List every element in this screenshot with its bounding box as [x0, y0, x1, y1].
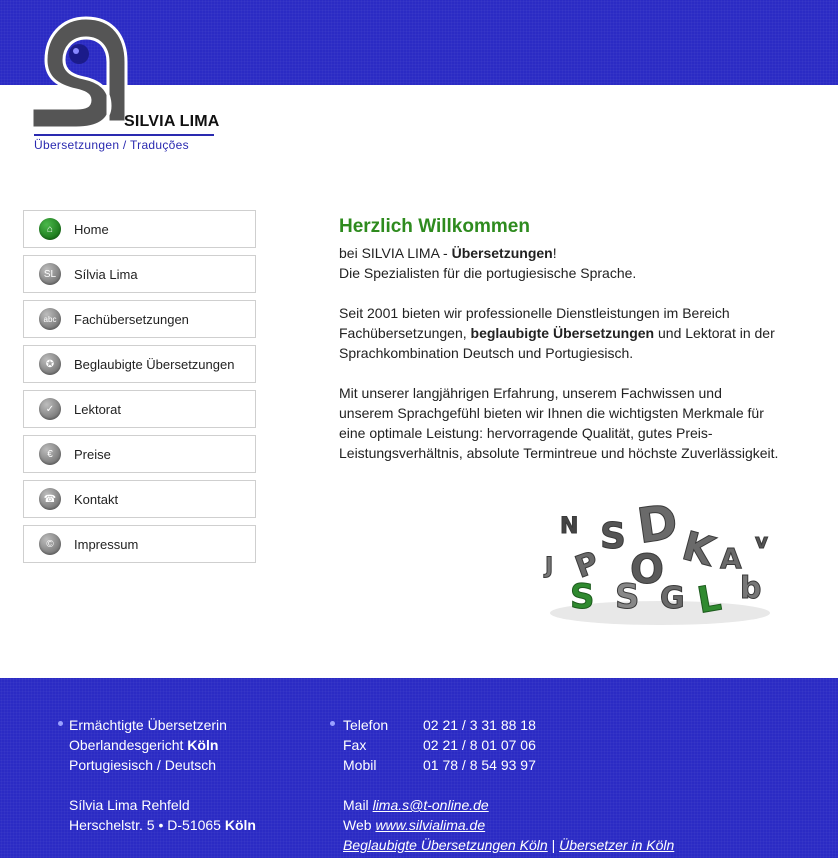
- footer-court-prefix: Oberlandesgericht: [69, 737, 188, 753]
- footer-mobile-row: [343, 755, 674, 775]
- footer-mail-row: [343, 795, 674, 815]
- nav-item-impressum[interactable]: [23, 525, 256, 563]
- intro-prefix: bei SILVIA LIMA -: [339, 245, 452, 261]
- nav-item-fachuebersetzungen[interactable]: [23, 300, 256, 338]
- euro-icon: €: [39, 443, 61, 465]
- footer-contact: [343, 715, 674, 855]
- nav-item-label: Lektorat: [74, 401, 121, 417]
- award-icon: ✪: [39, 353, 61, 375]
- nav-item-preise[interactable]: [23, 435, 256, 473]
- services-paragraph: [339, 303, 779, 363]
- footer-web-row: [343, 815, 674, 835]
- services-bold: beglaubigte Übersetzungen: [470, 325, 655, 341]
- logo-divider: [34, 134, 214, 136]
- footer-address: [69, 715, 256, 835]
- fax-value: 02 21 / 8 01 07 06: [423, 737, 536, 753]
- nav-item-label: Home: [74, 221, 109, 237]
- nav-item-label: Kontakt: [74, 491, 119, 507]
- nav-item-label: Sílvia Lima: [74, 266, 138, 282]
- link-beglaubigte-uebersetzungen-koeln[interactable]: Beglaubigte Übersetzungen Köln: [343, 837, 548, 853]
- footer-name: Sílvia Lima Rehfeld: [69, 797, 190, 813]
- web-label: Web: [343, 817, 376, 833]
- footer-phone-row: [343, 715, 674, 735]
- footer-court-city: Köln: [187, 737, 219, 753]
- svg-text:S: S: [570, 577, 595, 617]
- footer-title: Ermächtigte Übersetzerin: [69, 717, 227, 733]
- page-title: Herzlich Willkommen: [339, 216, 530, 237]
- mail-label: Mail: [343, 797, 373, 813]
- footer-bullet-right: [330, 721, 335, 726]
- footer: [0, 678, 838, 858]
- letters-image: [540, 488, 780, 628]
- services-text-1: Seit 2001 bieten wir professionelle Dienstleistungen im Bereich Fachübersetzungen,: [339, 305, 730, 341]
- svg-text:b: b: [740, 571, 762, 606]
- svg-text:D: D: [633, 493, 682, 555]
- logo-subtitle: Übersetzungen / Traduções: [34, 138, 189, 152]
- nav-item-home[interactable]: [23, 210, 256, 248]
- home-icon: ⌂: [39, 218, 61, 240]
- footer-street: [69, 815, 256, 835]
- svg-text:P: P: [570, 545, 604, 586]
- copyright-icon: ©: [39, 533, 61, 555]
- svg-text:S: S: [615, 577, 640, 617]
- phone-label: Telefon: [343, 717, 389, 733]
- nav-item-lektorat[interactable]: [23, 390, 256, 428]
- footer-languages: Portugiesisch / Deutsch: [69, 757, 217, 773]
- logo-name: SILVIA LIMA: [124, 113, 220, 130]
- footer-street-text: Herschelstr. 5 • D-51065: [69, 817, 225, 833]
- intro-line2: Die Spezialisten für die portugiesische Sprache.: [339, 265, 637, 281]
- svg-text:S: S: [600, 516, 626, 557]
- mobile-label: Mobil: [343, 757, 377, 773]
- logo[interactable]: [26, 10, 226, 160]
- nav-item-silvia-lima[interactable]: [23, 255, 256, 293]
- svg-text:A: A: [720, 542, 742, 575]
- nav-item-label: Beglaubigte Übersetzungen: [74, 356, 235, 372]
- link-uebersetzer-in-koeln[interactable]: Übersetzer in Köln: [559, 837, 675, 853]
- intro-text: [339, 243, 779, 283]
- letters-illustration: [540, 488, 780, 628]
- sl-icon: SL: [39, 263, 61, 285]
- footer-fax-row: [343, 735, 674, 755]
- experience-paragraph: Mit unserer langjährigen Erfahrung, unserem Fachwissen und unserem Sprachgefühl bieten wir Ihnen die wichtigsten Merkmale für eine optimale Leistung: hervorragende Qualität, gutes Preis-Leistungsverhältnis, absolute Termintreue und höchste Zuverlässigkeit.: [339, 385, 779, 461]
- footer-seo-links: [343, 835, 674, 855]
- footer-bullet-left: [58, 721, 63, 726]
- phone-icon: ☎: [39, 488, 61, 510]
- services-text-2: und Lektorat in der Sprachkombination Deutsch und Portugiesisch.: [339, 325, 775, 361]
- link-separator: |: [547, 837, 560, 853]
- footer-court: [69, 735, 256, 755]
- check-icon: ✓: [39, 398, 61, 420]
- intro-bold: Übersetzungen: [451, 245, 553, 261]
- svg-text:N: N: [560, 514, 579, 539]
- svg-text:K: K: [677, 523, 720, 576]
- nav-item-label: Preise: [74, 446, 111, 462]
- svg-text:L: L: [694, 577, 725, 622]
- sidebar-nav: [23, 210, 256, 570]
- web-link[interactable]: www.silvialima.de: [375, 817, 486, 833]
- nav-item-label: Impressum: [74, 536, 139, 552]
- abc-icon: abc: [39, 308, 61, 330]
- svg-text:O: O: [630, 547, 665, 593]
- nav-item-label: Fachübersetzungen: [74, 311, 189, 327]
- mobile-value: 01 78 / 8 54 93 97: [423, 757, 536, 773]
- nav-item-beglaubigte-uebersetzungen[interactable]: [23, 345, 256, 383]
- main-content: [339, 216, 779, 463]
- intro-suffix: !: [552, 245, 557, 261]
- svg-text:v: v: [755, 529, 769, 553]
- svg-text:J: J: [545, 554, 554, 579]
- phone-value: 02 21 / 3 31 88 18: [423, 717, 536, 733]
- footer-street-city: Köln: [224, 817, 256, 833]
- nav-item-kontakt[interactable]: [23, 480, 256, 518]
- svg-text:G: G: [660, 581, 685, 616]
- mail-link[interactable]: lima.s@t-online.de: [372, 797, 489, 813]
- fax-label: Fax: [343, 737, 367, 753]
